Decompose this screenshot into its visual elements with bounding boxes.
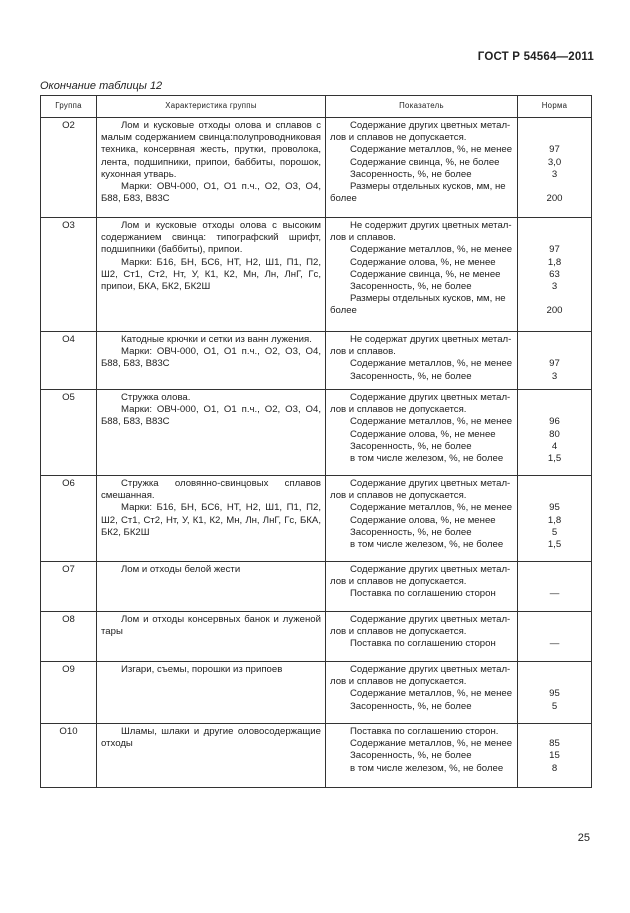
materials-table <box>40 95 592 788</box>
norm-value <box>522 626 587 638</box>
indicator-line: Не содержит других цветных метал- <box>350 220 512 231</box>
standard-code: ГОСТ Р 54564—2011 <box>477 51 594 63</box>
group-code: О5 <box>41 390 97 476</box>
description-paragraph: Изгари, съемы, порошки из припоев <box>121 664 283 675</box>
indicator-line: Содержание металлов, %, не менее <box>350 144 513 156</box>
indicator-line: Размеры отдельных кусков, мм, не <box>350 181 506 193</box>
indicator-line: лов и сплавов. <box>330 232 396 244</box>
indicator-line: Содержание других цветных метал- <box>350 564 511 575</box>
description-paragraph: Лом и кусковые отходы олова и сплавов с малым содержанием свинца:полупроводниковая техника, консервная жесть, прутки, проволока, лента, подшипники, припои, баббиты, порошок, кухонная утварь. <box>101 120 321 180</box>
indicator-line: Содержание олова, %, не менее <box>350 428 496 440</box>
norm-value: 3 <box>551 370 558 382</box>
norm-value <box>522 676 587 688</box>
norm-value: 80 <box>549 428 560 440</box>
norm-value <box>522 404 587 416</box>
table-row <box>41 562 592 612</box>
norm-value <box>522 478 587 490</box>
indicator-line: Засоренность, %, не более <box>350 700 472 712</box>
norm-value: 96 <box>549 416 560 428</box>
norm-value: 85 <box>549 738 560 750</box>
indicator-line: Засоренность, %, не более <box>350 281 472 293</box>
norm-value: 3 <box>551 168 558 180</box>
indicator-cell <box>326 218 518 332</box>
norm-value: 97 <box>549 144 560 156</box>
group-code: О4 <box>41 332 97 390</box>
norm-cell <box>518 332 592 390</box>
indicator-cell <box>326 724 518 788</box>
norm-value: 200 <box>546 193 563 205</box>
indicator-line: Поставка по соглашению сторон <box>350 638 496 650</box>
indicator-line: Засоренность, %, не более <box>350 526 472 538</box>
group-description <box>97 662 326 724</box>
norm-value: 200 <box>546 305 563 317</box>
indicator-cell <box>326 562 518 612</box>
table-header-row <box>41 96 592 118</box>
description-paragraph: Шламы, шлаки и другие оловосодержащие отходы <box>101 726 321 750</box>
indicator-line: Содержание металлов, %, не менее <box>350 502 513 514</box>
group-description <box>97 118 326 218</box>
indicator-line: более <box>330 193 357 205</box>
group-code: О9 <box>41 662 97 724</box>
norm-value: 1,5 <box>547 538 562 550</box>
indicator-line: лов и сплавов не допускается. <box>330 132 467 144</box>
indicator-line: Содержание свинца, %, не менее <box>350 268 501 280</box>
indicator-cell <box>326 476 518 562</box>
indicator-line: Размеры отдельных кусков, мм, не <box>350 293 506 305</box>
description-paragraph: Марки: ОВЧ-000, О1, О1 п.ч., О2, О3, О4, Б88, Б83, В83С <box>101 181 321 205</box>
indicator-line: в том числе железом, %, не более <box>350 539 504 551</box>
description-paragraph: Марки: ОВЧ-000, О1, О1 п.ч., О2, О3, О4, Б88, Б83, В83С <box>101 404 321 428</box>
norm-value <box>522 132 587 144</box>
norm-value: 5 <box>551 700 558 712</box>
indicator-line: лов и сплавов не допускается. <box>330 490 467 502</box>
page-number: 25 <box>577 832 590 844</box>
table-row <box>41 118 592 218</box>
table-row <box>41 662 592 724</box>
table-row <box>41 612 592 662</box>
indicator-cell <box>326 390 518 476</box>
norm-value <box>522 664 587 676</box>
column-header: Характеристика группы <box>97 96 326 118</box>
description-paragraph: Марки: Б16, БН, БС6, НТ, Н2, Ш1, П1, П2, Ш2, Ст1, Ст2, Нт, У, К1, К2, Мн, Лн, ЛнГ, Гс, БКА, БК2, БК2Ш <box>101 502 321 538</box>
group-code: О2 <box>41 118 97 218</box>
indicator-line: в том числе железом, %, не более <box>350 762 504 774</box>
norm-value: 97 <box>549 358 560 370</box>
indicator-line: Не содержат других цветных метал- <box>350 334 512 345</box>
indicator-line: Содержание других цветных метал- <box>350 664 511 675</box>
norm-value: 95 <box>549 688 560 700</box>
group-description <box>97 390 326 476</box>
norm-cell <box>518 562 592 612</box>
indicator-line: Поставка по соглашению сторон <box>350 588 496 600</box>
table-row <box>41 332 592 390</box>
group-description <box>97 476 326 562</box>
indicator-line: Засоренность, %, не более <box>350 370 472 382</box>
norm-value <box>522 293 587 305</box>
indicator-line: Содержание других цветных метал- <box>350 614 511 625</box>
norm-value: — <box>549 588 560 600</box>
indicator-line: лов и сплавов. <box>330 346 396 358</box>
indicator-cell <box>326 612 518 662</box>
indicator-line: Содержание свинца, %, не более <box>350 156 500 168</box>
norm-value: — <box>549 638 560 650</box>
norm-value <box>522 232 587 244</box>
column-header: Показатель <box>326 96 518 118</box>
indicator-line: лов и сплавов не допускается. <box>330 676 467 688</box>
indicator-line: Содержание металлов, %, не менее <box>350 244 513 256</box>
indicator-line: лов и сплавов не допускается. <box>330 576 467 588</box>
group-code: О7 <box>41 562 97 612</box>
description-paragraph: Лом и отходы белой жести <box>121 564 241 575</box>
norm-value: 1,8 <box>547 256 562 268</box>
group-code: О10 <box>41 724 97 788</box>
norm-value: 95 <box>549 502 560 514</box>
group-code: О6 <box>41 476 97 562</box>
description-paragraph: Лом и кусковые отходы олова с высоким содержанием свинца: типографский шрифт, подшипники (баббиты), припои. <box>101 220 321 256</box>
group-description <box>97 332 326 390</box>
indicator-line: Засоренность, %, не более <box>350 168 472 180</box>
norm-value: 5 <box>551 526 558 538</box>
norm-value <box>522 614 587 626</box>
indicator-line: Содержание металлов, %, не менее <box>350 738 513 750</box>
table-row <box>41 390 592 476</box>
indicator-line: Содержание металлов, %, не менее <box>350 416 513 428</box>
group-description <box>97 562 326 612</box>
norm-value: 3,0 <box>547 156 562 168</box>
norm-value <box>522 334 587 346</box>
indicator-line: Засоренность, %, не более <box>350 440 472 452</box>
norm-value: 1,5 <box>547 452 562 464</box>
norm-value <box>522 726 587 738</box>
table-caption: Окончание таблицы 12 <box>40 80 163 92</box>
indicator-cell <box>326 662 518 724</box>
norm-value: 15 <box>549 750 560 762</box>
indicator-line: Содержание металлов, %, не менее <box>350 688 513 700</box>
indicator-line: лов и сплавов не допускается. <box>330 626 467 638</box>
indicator-line: более <box>330 305 357 317</box>
indicator-line: лов и сплавов не допускается. <box>330 404 467 416</box>
description-paragraph: Марки: ОВЧ-000, О1, О1 п.ч., О2, О3, О4, Б88, Б83, В83С <box>101 346 321 370</box>
norm-value: 1,8 <box>547 514 562 526</box>
indicator-line: в том числе железом, %, не более <box>350 453 504 465</box>
indicator-line: Содержание других цветных метал- <box>350 120 511 131</box>
description-paragraph: Марки: Б16, БН, БС6, НТ, Н2, Ш1, П1, П2, Ш2, Ст1, Ст2, Нт, У, К1, К2, Мн, Лн, ЛнГ, Гс, припои, БКА, БК2, БК2Ш <box>101 256 321 293</box>
norm-value <box>522 220 587 232</box>
norm-cell <box>518 662 592 724</box>
norm-cell <box>518 118 592 218</box>
norm-cell <box>518 724 592 788</box>
column-header: Норма <box>518 96 592 118</box>
norm-value: 97 <box>549 244 560 256</box>
table-row <box>41 724 592 788</box>
table-row <box>41 476 592 562</box>
indicator-line: Содержание олова, %, не менее <box>350 514 496 526</box>
norm-value <box>522 181 587 193</box>
norm-value <box>522 564 587 576</box>
norm-cell <box>518 476 592 562</box>
description-paragraph: Катодные крючки и сетки из ванн лужения. <box>121 334 312 345</box>
indicator-line: Содержание других цветных метал- <box>350 392 511 403</box>
norm-cell <box>518 612 592 662</box>
norm-cell <box>518 218 592 332</box>
indicator-cell <box>326 332 518 390</box>
norm-value <box>522 392 587 404</box>
indicator-line: Содержание металлов, %, не менее <box>350 358 513 370</box>
group-code: О8 <box>41 612 97 662</box>
norm-value: 63 <box>549 268 560 280</box>
norm-value: 3 <box>551 280 558 292</box>
norm-value <box>522 576 587 588</box>
norm-value <box>522 490 587 502</box>
group-description <box>97 724 326 788</box>
group-code: О3 <box>41 218 97 332</box>
description-paragraph: Лом и отходы консервных банок и луженой тары <box>101 614 321 638</box>
norm-value <box>522 120 587 132</box>
norm-cell <box>518 390 592 476</box>
indicator-line: Поставка по соглашению сторон. <box>350 726 499 737</box>
indicator-cell <box>326 118 518 218</box>
norm-value: 4 <box>551 440 558 452</box>
norm-value: 8 <box>551 762 558 774</box>
description-paragraph: Стружка олова. <box>121 392 191 403</box>
column-header: Группа <box>41 96 97 118</box>
indicator-line: Содержание олова, %, не менее <box>350 256 496 268</box>
description-paragraph: Стружка оловянно-свинцовых сплавов смешанная. <box>101 478 321 502</box>
table-row <box>41 218 592 332</box>
group-description <box>97 218 326 332</box>
indicator-line: Содержание других цветных метал- <box>350 478 511 489</box>
norm-value <box>522 346 587 358</box>
group-description <box>97 612 326 662</box>
indicator-line: Засоренность, %, не более <box>350 750 472 762</box>
